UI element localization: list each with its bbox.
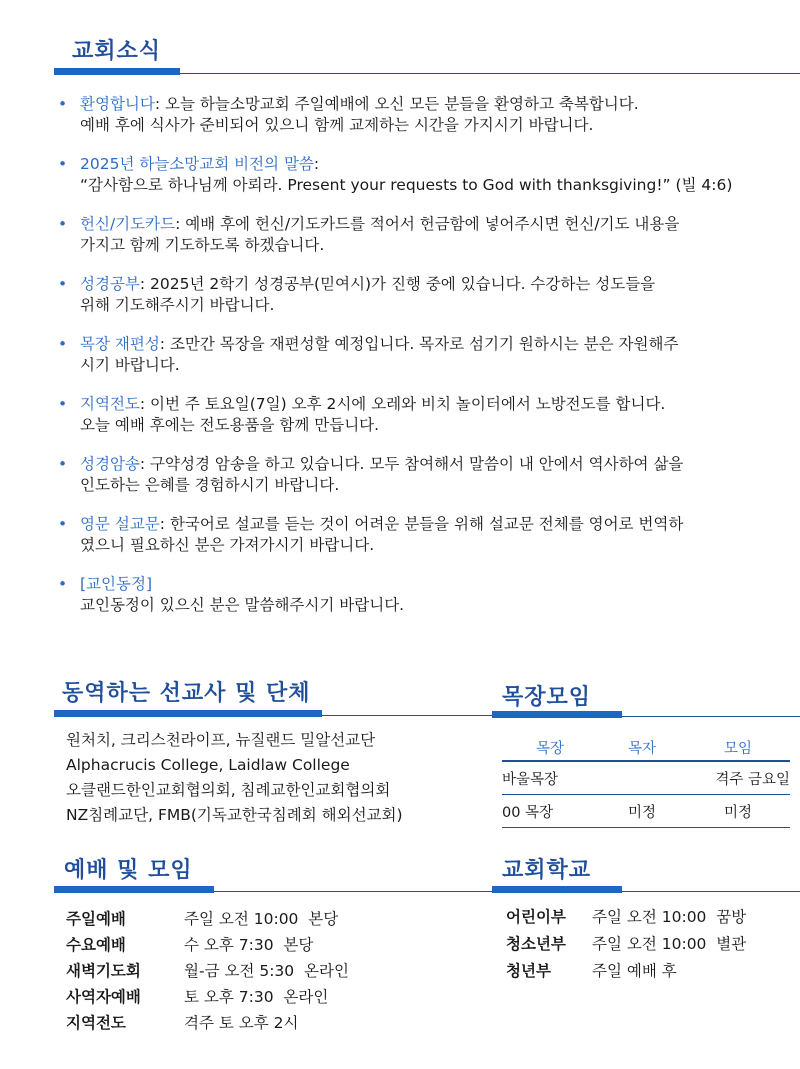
news-item-label: 환영합니다 — [80, 95, 155, 113]
worship-title-bar — [54, 886, 214, 893]
cells-cell: 미정 — [723, 804, 752, 821]
news-item-text: : 예배 후에 헌신/기도카드를 적어서 헌금함에 넣어주시면 헌신/기도 내용을 가지고 함께 기도하도록 하겠습니다. — [80, 215, 680, 254]
worship-detail: 격주 토 오후 2시 — [184, 1014, 299, 1032]
news-item-label: 헌신/기도카드 — [80, 215, 176, 233]
news-item: • 지역전도: 이번 주 토요일(7일) 오후 2시에 오레와 비치 놀이터에서 노방전도를 합니다. 오늘 예배 후에는 전도용품을 함께 만듭니다. — [58, 395, 666, 434]
news-item-text: : “감사함으로 하나님께 아뢰라. Present your requests to God with thanksgiving!” (빌 4:6) — [80, 155, 733, 194]
worship-name: 사역자예배 — [66, 988, 141, 1006]
news-item-label: 영문 설교문 — [80, 515, 160, 533]
news-item: • 목장 재편성: 조만간 목장을 재편성할 예정입니다. 목자로 섬기기 원하시는 분은 자원해주 시기 바랍니다. — [58, 335, 679, 374]
news-item-label: 지역전도 — [80, 395, 140, 413]
worship-detail: 월-금 오전 5:30 온라인 — [184, 962, 349, 980]
news-item-label: 성경공부 — [80, 275, 140, 293]
cells-table-header — [502, 734, 790, 762]
cells-cell: 미정 — [627, 804, 656, 821]
news-item: • 헌신/기도카드: 예배 후에 헌신/기도카드를 적어서 헌금함에 넣어주시면 헌신/기도 내용을 가지고 함께 기도하도록 하겠습니다. — [58, 215, 680, 254]
worship-row — [66, 984, 349, 1010]
worship-name: 수요예배 — [66, 936, 126, 954]
worship-row — [66, 1010, 349, 1036]
news-item-label: [교인동정] — [80, 575, 152, 593]
worship-row — [66, 906, 349, 932]
worship-title: 예배 및 모임 — [64, 858, 193, 883]
news-item-text: : 이번 주 토요일(7일) 오후 2시에 오레와 비치 놀이터에서 노방전도를 합니다. 오늘 예배 후에는 전도용품을 함께 만듭니다. — [80, 395, 666, 434]
worship-detail: 토 오후 7:30 온라인 — [184, 988, 329, 1006]
school-row — [506, 958, 746, 985]
cells-table-row — [502, 762, 790, 795]
missions-title-bar — [54, 710, 322, 717]
news-title-bar — [54, 68, 180, 75]
cells-table — [502, 734, 790, 828]
worship-detail: 수 오후 7:30 본당 — [184, 936, 314, 954]
cells-table-row — [502, 795, 790, 828]
worship-detail: 주일 오전 10:00 본당 — [184, 910, 339, 928]
news-item-text: 교인동정이 있으신 분은 말씀해주시기 바랍니다. — [80, 596, 405, 614]
news-item-label: 2025년 하늘소망교회 비전의 말씀 — [80, 155, 314, 173]
news-item: • 성경공부: 2025년 2학기 성경공부(믿여시)가 진행 중에 있습니다. 수강하는 성도들을 위해 기도해주시기 바랍니다. — [58, 275, 656, 314]
cells-cell: 격주 금요일 — [715, 771, 790, 788]
missions-line: 원처치, 크리스천라이프, 뉴질랜드 밀알선교단 — [66, 731, 376, 749]
worship-name: 새벽기도회 — [66, 962, 141, 980]
school-name: 청소년부 — [506, 935, 566, 953]
news-item-text: : 오늘 하늘소망교회 주일예배에 오신 모든 분들을 환영하고 축복합니다. 예배 후에 식사가 준비되어 있으니 함께 교제하는 시간을 가지시기 바랍니다. — [80, 95, 639, 134]
missions-line: 오클랜드한인교회협의회, 침례교한인교회협의회 — [66, 781, 391, 799]
school-list — [506, 904, 746, 985]
missions-title: 동역하는 선교사 및 단체 — [62, 681, 311, 706]
cells-title: 목장모임 — [502, 685, 592, 710]
cells-cell: 00 목장 — [502, 804, 554, 821]
school-detail: 주일 오전 10:00 별관 — [592, 935, 747, 953]
school-title-bar — [492, 886, 622, 893]
school-row — [506, 904, 746, 931]
school-detail: 주일 오전 10:00 꿈방 — [592, 908, 747, 926]
news-item: • [교인동정] 교인동정이 있으신 분은 말씀해주시기 바랍니다. — [58, 575, 405, 614]
news-item: • 2025년 하늘소망교회 비전의 말씀: “감사함으로 하나님께 아뢰라. Present your requests to God with thanksgiving!” (빌 4:6) — [58, 155, 733, 194]
school-name: 어린이부 — [506, 908, 566, 926]
news-item: • 성경암송: 구약성경 암송을 하고 있습니다. 모두 참여해서 말씀이 내 안에서 역사하여 삶을 인도하는 은혜를 경험하시기 바랍니다. — [58, 455, 684, 494]
school-detail: 주일 예배 후 — [592, 962, 677, 980]
missions-line: Alphacrucis College, Laidlaw College — [66, 756, 350, 774]
school-title: 교회학교 — [502, 858, 592, 883]
cells-cell: 바울목장 — [502, 771, 559, 788]
news-list — [58, 94, 793, 634]
news-item-label: 성경암송 — [80, 455, 140, 473]
news-item-text: : 2025년 2학기 성경공부(믿여시)가 진행 중에 있습니다. 수강하는 성도들을 위해 기도해주시기 바랍니다. — [80, 275, 656, 314]
cells-header-cell: 모임 — [723, 740, 752, 757]
cells-title-bar — [492, 711, 622, 718]
news-item-text: : 조만간 목장을 재편성할 예정입니다. 목자로 섬기기 원하시는 분은 자원해주 시기 바랍니다. — [80, 335, 679, 374]
missions-line: NZ침례교단, FMB(기독교한국침례회 해외선교회) — [66, 806, 403, 824]
news-item: • 환영합니다: 오늘 하늘소망교회 주일예배에 오신 모든 분들을 환영하고 축복합니다. 예배 후에 식사가 준비되어 있으니 함께 교제하는 시간을 가지시기 바랍니다. — [58, 95, 639, 134]
news-item-label: 목장 재편성 — [80, 335, 160, 353]
school-name: 청년부 — [506, 962, 551, 980]
cells-header-cell: 목장 — [535, 740, 564, 757]
worship-row — [66, 932, 349, 958]
worship-name: 주일예배 — [66, 910, 126, 928]
school-row — [506, 931, 746, 958]
cells-header-cell: 목자 — [627, 740, 656, 757]
worship-list — [66, 906, 349, 1036]
news-item-text: : 한국어로 설교를 듣는 것이 어려운 분들을 위해 설교문 전체를 영어로 번역하 였으니 필요하신 분은 가져가시기 바랍니다. — [80, 515, 684, 554]
news-item-text: : 구약성경 암송을 하고 있습니다. 모두 참여해서 말씀이 내 안에서 역사하여 삶을 인도하는 은혜를 경험하시기 바랍니다. — [80, 455, 684, 494]
news-item: • 영문 설교문: 한국어로 설교를 듣는 것이 어려운 분들을 위해 설교문 전체를 영어로 번역하 였으니 필요하신 분은 가져가시기 바랍니다. — [58, 515, 684, 554]
worship-row — [66, 958, 349, 984]
missions-list — [66, 728, 403, 828]
worship-name: 지역전도 — [66, 1014, 126, 1032]
news-title: 교회소식 — [72, 39, 162, 64]
